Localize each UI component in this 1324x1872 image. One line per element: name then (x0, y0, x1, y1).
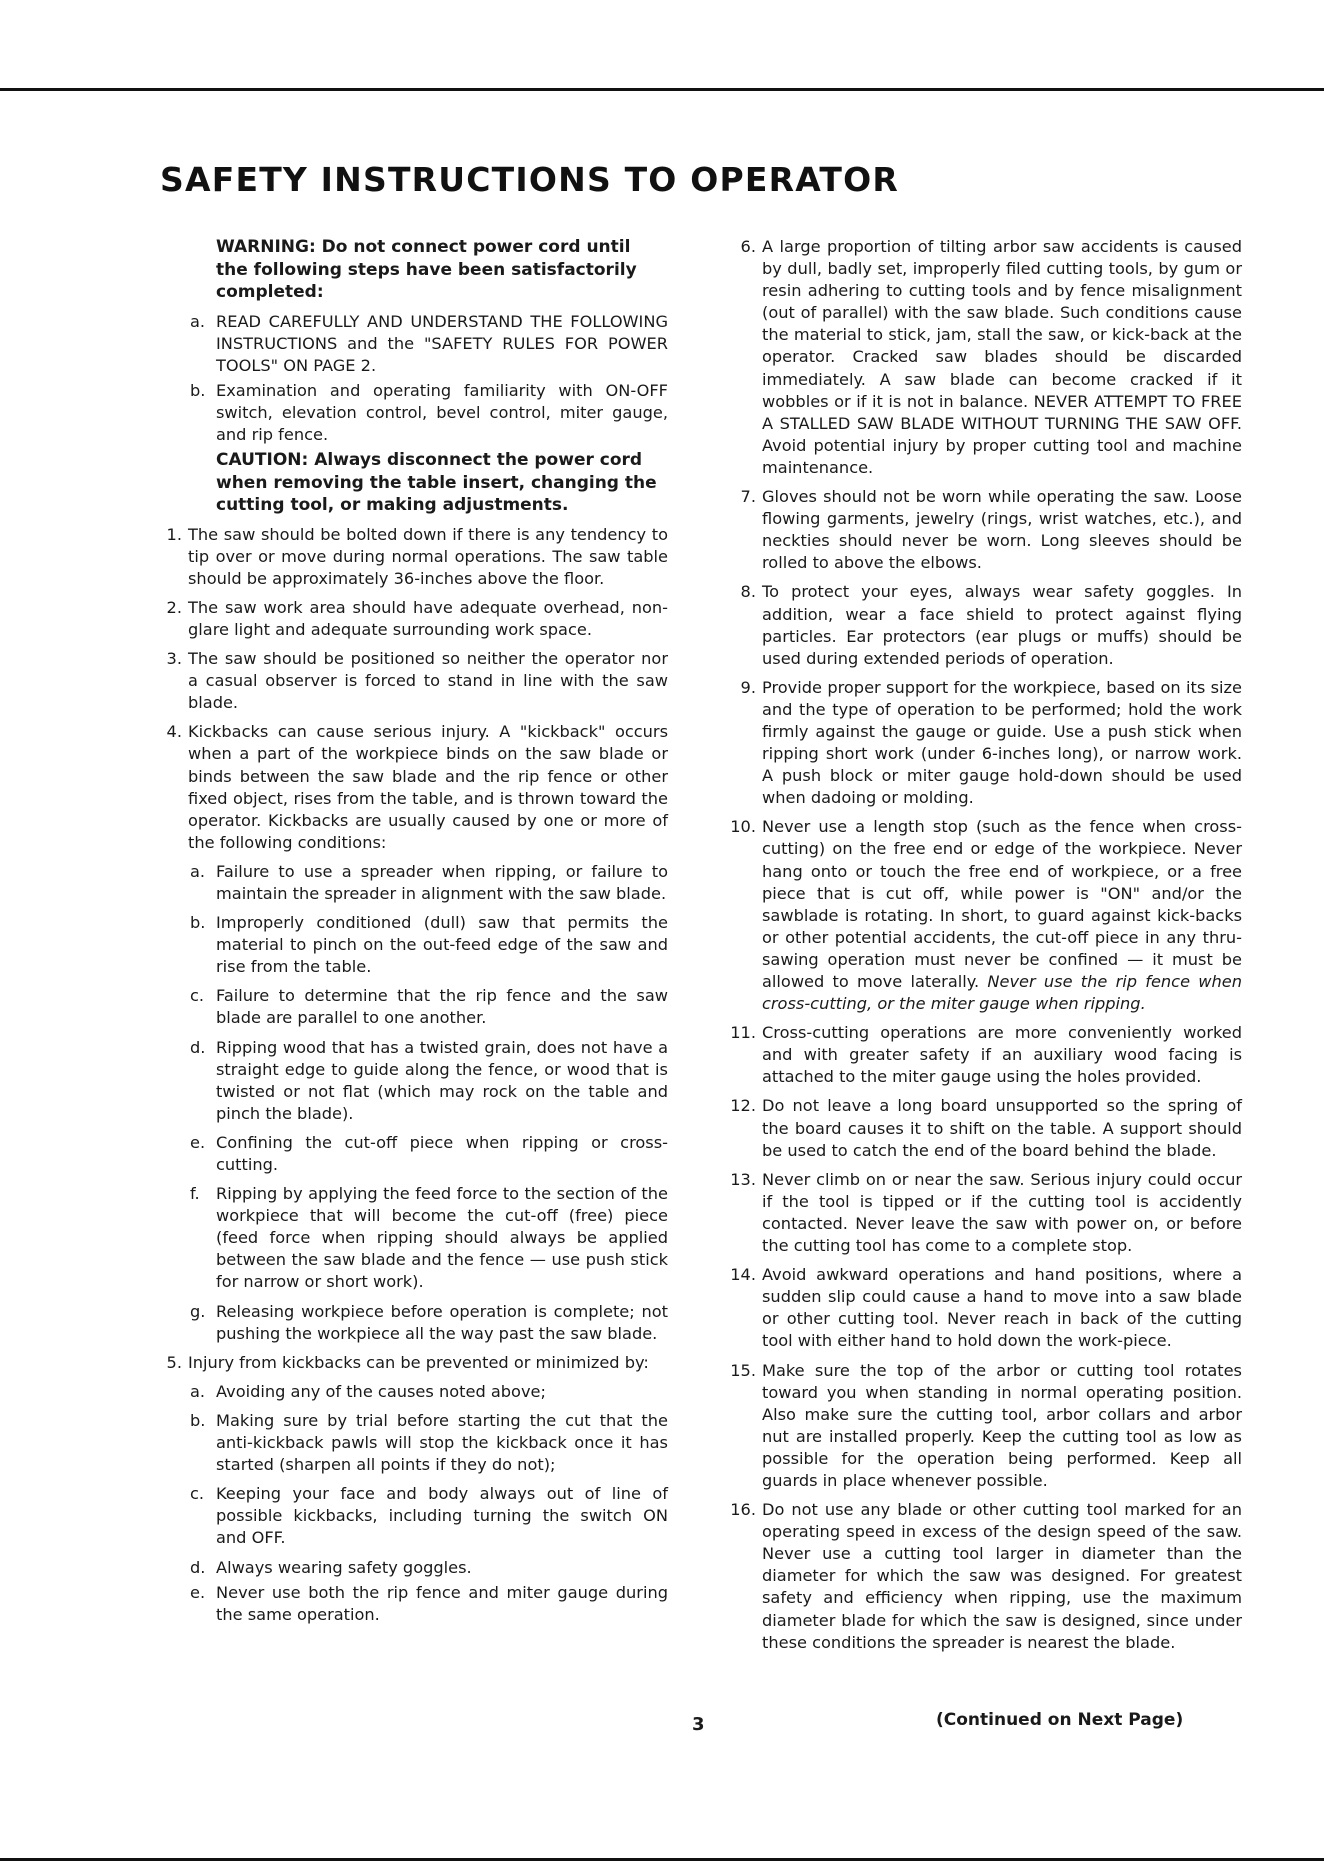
item-number: 8. (740, 582, 756, 602)
item-number: 1. (166, 524, 182, 544)
item-text: Gloves should not be worn while operating the saw. Loose flowing garments, jewelry (rings, wrist watches, etc.), and neckties should never be worn. Long sleeves should be rolled to above the elbows. (762, 487, 1242, 573)
list-item (728, 581, 1242, 669)
sub-item-letter: g. (190, 1301, 206, 1321)
list-item (728, 1499, 1242, 1654)
bottom-rule (0, 1858, 1324, 1861)
sub-item-letter: d. (190, 1037, 206, 1057)
pre-item-letter: a. (190, 311, 206, 331)
sub-item (160, 1557, 668, 1579)
sub-item-text: Failure to use a spreader when ripping, or failure to maintain the spreader in alignment with the saw blade. (216, 861, 668, 903)
item-text (762, 816, 1242, 1015)
pre-item-text: READ CAREFULLY AND UNDERSTAND THE FOLLOWING INSTRUCTIONS and the "SAFETY RULES FOR POWER TOOLS" ON PAGE 2. (216, 311, 668, 375)
sub-item-letter: b. (190, 1410, 206, 1430)
sub-item-text: Never use both the rip fence and miter gauge during the same operation. (216, 1582, 668, 1624)
sub-item-text: Avoiding any of the causes noted above; (216, 1381, 546, 1401)
sub-item-letter: d. (190, 1557, 206, 1577)
sub-item (160, 1132, 668, 1176)
page-title: SAFETY INSTRUCTIONS TO OPERATOR (160, 160, 899, 199)
sub-item-letter: a. (190, 1381, 206, 1401)
item-number: 15. (730, 1360, 756, 1380)
sub-item-letter: e. (190, 1582, 206, 1602)
item-number: 7. (740, 487, 756, 507)
sub-item-letter: c. (190, 1484, 205, 1504)
item-text: Avoid awkward operations and hand positions, where a sudden slip could cause a hand to move into a saw blade or other cutting tool. Never reach in back of the cutting tool with either hand to hold down the work-piece. (762, 1265, 1242, 1351)
list-item (160, 524, 668, 590)
sub-item (160, 1381, 668, 1403)
item-text: Do not leave a long board unsupported so the spring of the board causes it to shift on the table. A support should be used to catch the end of the board behind the blade. (762, 1096, 1242, 1160)
list-item (160, 1352, 668, 1374)
item-text: To protect your eyes, always wear safety goggles. In addition, wear a face shield to protect against flying particles. Ear protectors (ear plugs or muffs) should be used during extended periods of operation. (762, 582, 1242, 668)
item-text: Make sure the top of the arbor or cutting tool rotates toward you when standing in normal operating position. Also make sure the cutting tool, arbor collars and arbor nut are installed properly. Keep the cutting tool as low as possible for the operation being performed. Keep all guards in place whenever possible. (762, 1360, 1242, 1490)
sub-item-text: Releasing workpiece before operation is complete; not pushing the workpiece all the way past the saw blade. (216, 1301, 668, 1343)
item-number: 14. (730, 1265, 756, 1285)
top-rule (0, 88, 1324, 91)
sub-item-text: Making sure by trial before starting the cut that the anti-kickback pawls will stop the kickback once it has started (sharpen all points if they do not); (216, 1410, 668, 1475)
sub-item-letter: a. (190, 861, 206, 881)
sub-item (160, 861, 668, 905)
pre-item-a (160, 311, 668, 377)
item-text: Do not use any blade or other cutting tool marked for an operating speed in excess of the design speed of the saw. Never use a cutting tool larger in diameter than the diameter for which the saw was designed. For greatest safety and efficiency when ripping, use the maximum diameter blade for which the saw is designed, since under these conditions the spreader is nearest the blade. (762, 1500, 1242, 1652)
list-item (728, 1022, 1242, 1088)
sub-item (160, 912, 668, 978)
item-text: Injury from kickbacks can be prevented or minimized by: (188, 1352, 649, 1372)
item-number: 16. (730, 1500, 756, 1520)
item-text: Never climb on or near the saw. Serious injury could occur if the tool is tipped or if the cutting tool is accidently contacted. Never leave the saw with power on, or before the cutting tool has come to a complete stop. (762, 1169, 1242, 1256)
sub-item-letter: b. (190, 913, 206, 933)
pre-item-b (160, 380, 668, 446)
sub-item (160, 1410, 668, 1476)
item-number: 10. (730, 817, 756, 837)
left-column (160, 236, 668, 1626)
item-number: 9. (740, 677, 756, 697)
list-item (728, 1360, 1242, 1493)
pre-item-text: Examination and operating familiarity with ON-OFF switch, elevation control, bevel control, miter gauge, and rip fence. (216, 380, 668, 444)
right-column (728, 236, 1242, 1654)
warning-text: WARNING: Do not connect power cord until the following steps have been satisfactorily completed: (216, 237, 637, 302)
item-text: Cross-cutting operations are more conveniently worked and with greater safety if an auxiliary wood facing is attached to the miter gauge using the holes provided. (762, 1023, 1242, 1087)
item-text: Kickbacks can cause serious injury. A "kickback" occurs when a part of the workpiece binds on the saw blade or binds between the saw blade and the rip fence or other fixed object, rises from the table, and is thrown toward the operator. Kickbacks are usually caused by one or more of the following conditions: (188, 722, 668, 852)
caution-text: CAUTION: Always disconnect the power cord when removing the table insert, changing the cutting tool, or making adjustments. (216, 450, 657, 516)
item-number: 4. (166, 722, 182, 742)
item-text: The saw work area should have adequate overhead, non-glare light and adequate surrounding work space. (188, 597, 668, 639)
item-number: 2. (166, 597, 182, 617)
list-item (728, 1169, 1242, 1257)
item-10-italic-text: Never use the rip fence when cross-cutting, or the miter gauge when ripping. (762, 972, 1242, 1014)
list-item (728, 236, 1242, 479)
list-item (728, 677, 1242, 810)
sub-item-text: Improperly conditioned (dull) saw that permits the material to pinch on the out-feed edge of the saw and rise from the table. (216, 913, 668, 977)
list-item (728, 486, 1242, 574)
sub-item (160, 1183, 668, 1293)
item-text: The saw should be bolted down if there is any tendency to tip over or move during normal operations. The saw table should be approximately 36-inches above the floor. (188, 524, 668, 588)
list-item (728, 1264, 1242, 1352)
item-number: 6. (740, 237, 756, 256)
sub-item-text: Ripping by applying the feed force to the section of the workpiece that will become the cut-off (free) piece (feed force when ripping should always be applied between the saw blade and the fence — use push stick for narrow or short work). (216, 1184, 668, 1292)
sub-item-text: Always wearing safety goggles. (216, 1557, 472, 1577)
item-text: Provide proper support for the workpiece, based on its size and the type of operation to be performed; hold the work firmly against the gauge or guide. Use a push stick when ripping short work (under 6-inches long), or narrow work. A push block or miter gauge hold-down should be used when dadoing or molding. (762, 677, 1242, 808)
page-number: 3 (692, 1714, 705, 1735)
list-item (160, 721, 668, 854)
item-text: The saw should be positioned so neither the operator nor a casual observer is forced to stand in line with the saw blade. (188, 649, 668, 713)
sub-item (160, 1483, 668, 1549)
sub-item-letter: e. (190, 1132, 206, 1152)
sub-item (160, 1037, 668, 1125)
list-item (160, 648, 668, 714)
item-number: 12. (730, 1096, 756, 1116)
sub-item (160, 985, 668, 1029)
item-number: 13. (730, 1169, 756, 1189)
sub-item-text: Keeping your face and body always out of line of possible kickbacks, including turning the switch ON and OFF. (216, 1484, 668, 1548)
list-item (160, 597, 668, 641)
sub-item (160, 1301, 668, 1345)
sub-item-text: Failure to determine that the rip fence and the saw blade are parallel to one another. (216, 986, 668, 1028)
sub-item-letter: f. (190, 1184, 200, 1204)
sub-item-text: Confining the cut-off piece when ripping or cross-cutting. (216, 1132, 668, 1174)
sub-item-letter: c. (190, 986, 205, 1006)
list-item (728, 1095, 1242, 1161)
sub-item-text: Ripping wood that has a twisted grain, does not have a straight edge to guide along the fence, or wood that is twisted or not flat (which may rock on the table and pinch the blade). (216, 1037, 668, 1123)
item-number: 3. (166, 649, 182, 669)
pre-item-letter: b. (190, 380, 206, 400)
item-text: A large proportion of tilting arbor saw accidents is caused by dull, badly set, improperly filed cutting tools, by gum or resin adhering to cutting tools and by fence misalignment (out of parallel) with the saw blade. Such conditions cause the material to stick, jam, stall the saw, or kick-back at the operator. Cracked saw blades should be discarded immediately. A saw blade can become cracked if it wobbles or if it is not in balance. NEVER ATTEMPT TO FREE A STALLED SAW BLADE WITHOUT TURNING THE SAW OFF. Avoid potential injury by proper cutting tool and machine maintenance. (762, 237, 1242, 477)
item-10-text: Never use a length stop (such as the fence when cross-cutting) on the free end or edge of the workpiece. Never hang onto or touch the free end of workpiece, or a free piece that is cut off, while power is "ON" and/or the sawblade is rotating. In short, to guard against kick-backs or other potential accidents, the cut-off piece in any thru-sawing operation must never be confined — it must be allowed to move laterally. (762, 817, 1242, 991)
sub-item (160, 1582, 668, 1626)
item-number: 5. (166, 1352, 182, 1372)
item-number: 11. (730, 1023, 756, 1043)
continued-note: (Continued on Next Page) (936, 1710, 1184, 1730)
list-item (728, 816, 1242, 1015)
